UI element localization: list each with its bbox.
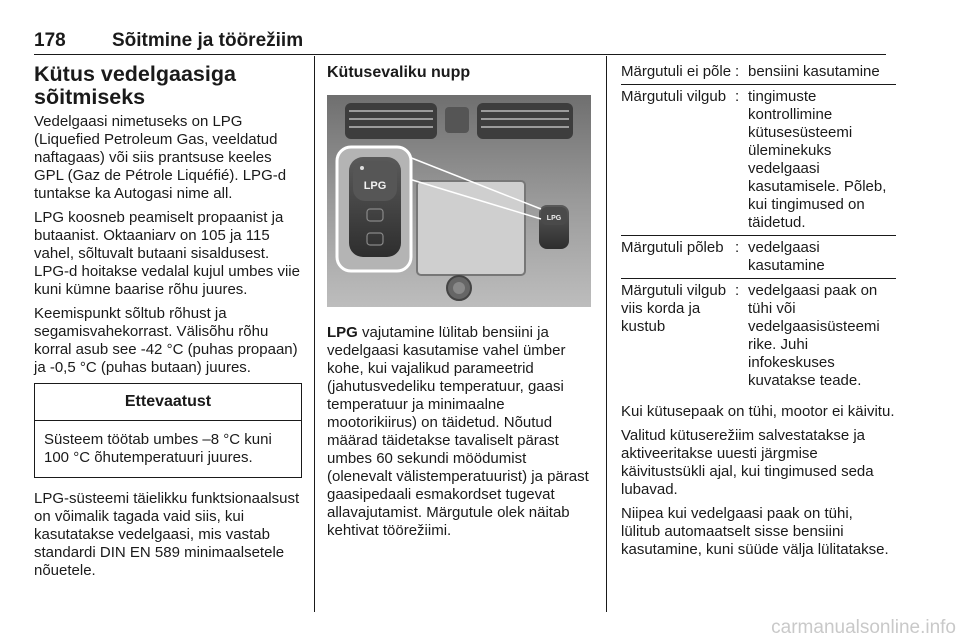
- paragraph: LPG koosneb peamiselt propaanist ja butaanist. Oktaaniarv on 105 ja 115 vahel, sõltuvalt butaani sisaldusest. LPG-d hoitakse vedalal kujul umbes viie kuni kümne baarise rõhu juures.: [34, 209, 300, 298]
- paragraph: LPG-süsteemi täielikku funktsionaalsust on võimalik tagada vaid siis, kui kasutatakse vedelgaasi, mis vastab standardi DIN EN 589 minimaalsetele nõuetele.: [34, 490, 300, 579]
- separator: :: [735, 85, 748, 236]
- watermark: carmanualsonline.info: [771, 617, 956, 638]
- table-row: [621, 279, 896, 394]
- section-heading-lpg-fuel: Kütus vedelgaasiga sõitmiseks: [34, 62, 236, 109]
- column-left: [34, 63, 302, 586]
- small-lpg-button-label: LPG: [546, 215, 562, 222]
- definition-description: vedelgaasi kasutamine: [748, 236, 896, 279]
- definition-term: Märgutuli vilgub: [621, 85, 735, 236]
- separator: :: [735, 279, 748, 394]
- warning-title: Ettevaatust: [35, 384, 301, 421]
- dashboard-illustration: [327, 95, 591, 307]
- definition-description: tingimuste kontrollimine kütusesüsteemi üleminekuks vedelgaasi kasutamisele. Põleb, kui tingimused on täidetud.: [748, 85, 896, 236]
- paragraph: Vedelgaasi nimetuseks on LPG (Liquefied Petroleum Gas, veeldatud naftagaas) või siis prantsuse keeles GPL (Gaz de Pétrole Liquéfié). LPG-d tuntakse ka Autogasi nime all.: [34, 113, 287, 202]
- lpg-button-label: LPG: [363, 180, 387, 192]
- definition-description: bensiini kasutamine: [748, 63, 880, 80]
- column-middle: [327, 63, 591, 546]
- paragraph: Niipea kui vedelgaasi paak on tühi, lülitub automaatselt sisse bensiini kasutamine, kuni süüde välja lülitatakse.: [621, 505, 889, 558]
- definition-term: Märgutuli vilgub viis korda ja kustub: [621, 279, 735, 394]
- paragraph-text: vajutamine lülitab bensiini ja vedelgaasi kasutamise vahel ümber kohe, kui vajalikud parameetrid (jahutusvedeliku temperatuur, gaasi temperatuur ja minimaalne mootorikiirus) on täidetud. Nõutud määrad täidetakse tavaliselt pärast umbes 60 sekundi möödumist (olenevalt välistemperatuurist) ja pärast gaasipedaali esmakordset tugevat allavajutamist. Märgutule olek näitab kehtivat töörežiimi.: [327, 324, 589, 539]
- definition-description: vedelgaasi paak on tühi või vedelgaasisüsteemi rike. Juhi infokeskuses kuvatakse teade.: [748, 279, 896, 394]
- separator: :: [735, 236, 748, 279]
- paragraph: Kui kütusepaak on tühi, mootor ei käivitu.: [621, 403, 895, 420]
- definition-term: Märgutuli põleb: [621, 236, 735, 279]
- paragraph: Valitud kütuserežiim salvestatakse ja aktiveeritakse uuesti järgmise käivitustsükli ajal, kui tingimused seda lubavad.: [621, 427, 874, 498]
- chapter-title: Sõitmine ja töörežiim: [112, 30, 304, 51]
- table-row: [621, 236, 896, 279]
- indicator-definitions-table: [621, 63, 896, 393]
- definition-term: Märgutuli ei põle: [621, 63, 732, 80]
- paragraph: Keemispunkt sõltub rõhust ja segamisvahekorrast. Välisõhu rõhu korral asub see -42 °C (puhas propaan) ja -0,5 °C (puhas butaan) juures.: [34, 305, 298, 376]
- table-row: [621, 63, 896, 85]
- table-row: [621, 85, 896, 236]
- page-number: 178: [34, 30, 66, 51]
- warning-box: [34, 383, 302, 478]
- paragraph-lpg-button: [327, 324, 591, 540]
- section-heading-fuel-selector: Kütusevaliku nupp: [327, 64, 471, 81]
- warning-text: Süsteem töötab umbes –8 °C kuni 100 °C õhutemperatuuri juures.: [44, 431, 272, 466]
- separator: :: [735, 63, 740, 80]
- column-divider: [606, 56, 607, 612]
- column-right: [621, 63, 896, 565]
- lpg-bold-label: LPG: [327, 324, 358, 341]
- page-header: [34, 30, 886, 55]
- column-divider: [314, 56, 315, 612]
